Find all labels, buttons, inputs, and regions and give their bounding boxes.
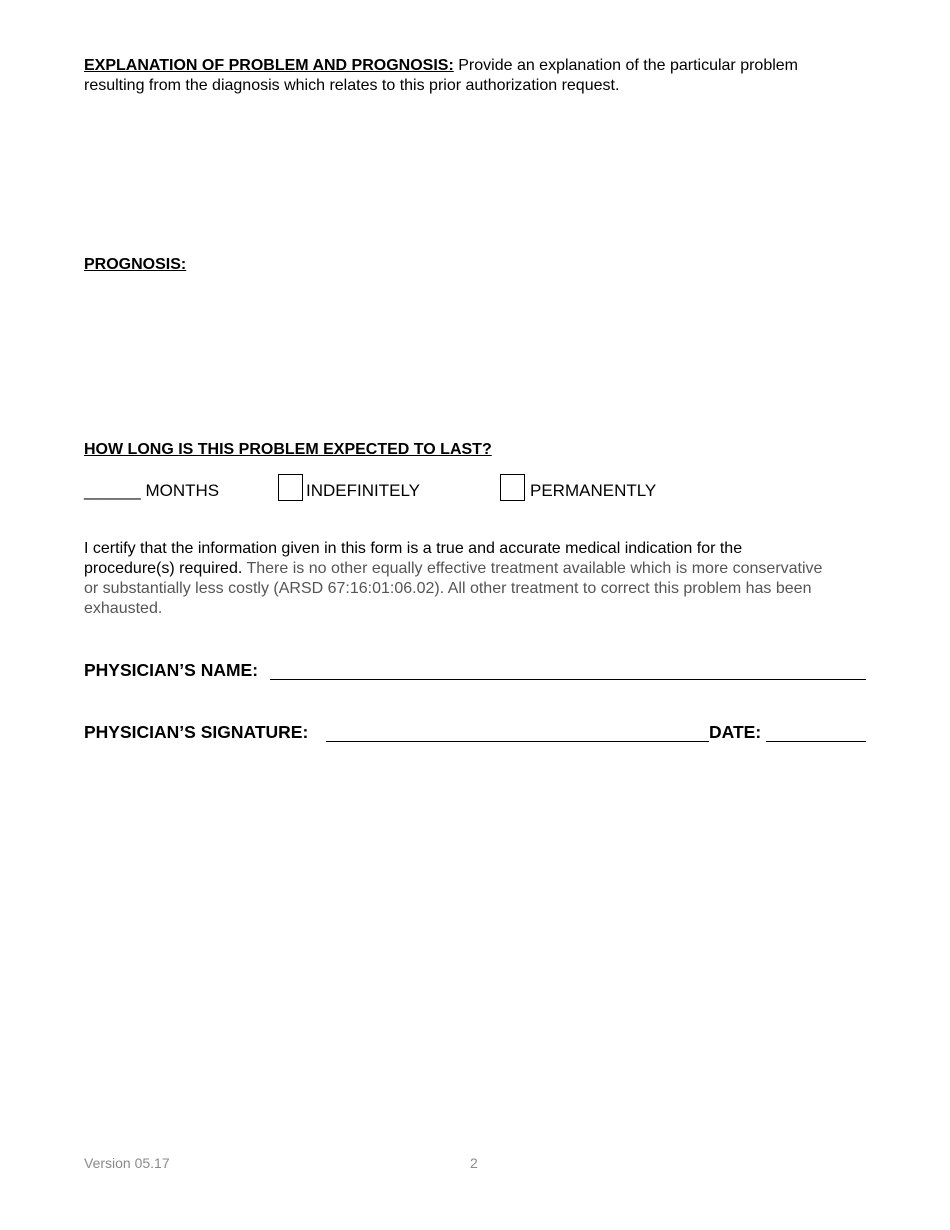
prognosis-heading: PROGNOSIS: [84,256,187,273]
duration-options [84,474,864,504]
duration-heading: HOW LONG IS THIS PROBLEM EXPECTED TO LAST? [84,441,492,458]
duration-section [84,440,844,460]
certification-text-primary: I certify that the information given in this form is a true and accurate medical indication for the procedure(s) required. [84,540,743,577]
prognosis-section [84,255,844,275]
physician-name-field[interactable] [270,679,866,680]
permanently-label: PERMANENTLY [530,481,657,500]
permanently-checkbox[interactable] [500,474,525,501]
months-field[interactable]: ______ MONTHS [84,481,220,500]
date-field[interactable] [766,741,866,742]
page-number: 2 [470,1155,478,1171]
explanation-heading: EXPLANATION OF PROBLEM AND PROGNOSIS: [84,57,454,74]
explanation-section [84,56,844,96]
indefinitely-label: INDEFINITELY [306,481,420,500]
date-label: DATE: [709,722,762,742]
physician-signature-field[interactable] [326,741,709,742]
indefinitely-checkbox[interactable] [278,474,303,501]
physician-name-label: PHYSICIAN’S NAME: [84,660,259,680]
certification-statement [84,539,829,619]
physician-name-row [84,660,866,684]
version-footer: Version 05.17 [84,1155,170,1171]
physician-signature-row [84,722,866,746]
certification-text-secondary: There is no other equally effective treatment available which is more conservative or substantially less costly (ARSD 67:16:01:06.02). All other treatment to correct this problem has been exhausted. [84,560,823,617]
explanation-text: Provide an explanation of the particular problem resulting from the diagnosis which relates to this prior authorization request. [84,57,798,94]
physician-signature-label: PHYSICIAN’S SIGNATURE: [84,722,309,742]
